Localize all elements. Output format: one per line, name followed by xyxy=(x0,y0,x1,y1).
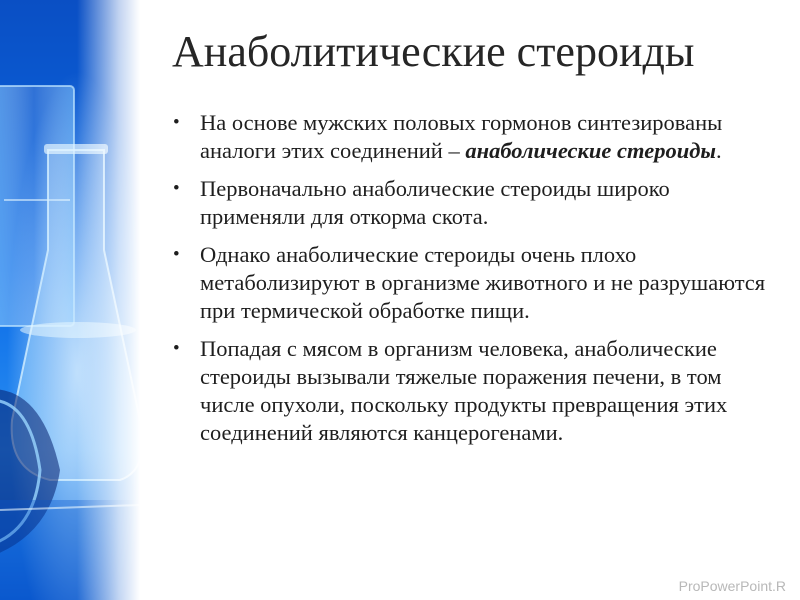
bullet-marker: • xyxy=(173,178,180,199)
bullet-marker: • xyxy=(173,338,180,359)
bullet-text: На основе мужских половых гормонов синтезированы аналоги этих соединений – xyxy=(200,110,723,163)
bullet-item xyxy=(172,241,772,325)
bullet-item xyxy=(172,109,772,165)
bullet-marker: • xyxy=(173,112,180,133)
bullet-marker: • xyxy=(173,244,180,265)
slide-title: Анаболитические стероиды xyxy=(172,27,695,76)
bullet-item xyxy=(172,335,772,447)
watermark: ProPowerPoint.R xyxy=(678,578,786,594)
bullet-suffix: . xyxy=(716,138,722,163)
bullet-item xyxy=(172,175,772,231)
bullet-text: Однако анаболические стероиды очень плохо метаболизируют в организме животного и не разрушаются при термической обработке пищи. xyxy=(200,242,766,323)
bullet-text: Первоначально анаболические стероиды широко применяли для откорма скота. xyxy=(200,176,670,229)
bullet-list xyxy=(172,109,772,457)
bullet-emphasis: анаболические стероиды xyxy=(465,138,716,163)
lab-glassware-image xyxy=(0,0,140,600)
bullet-text: Попадая с мясом в организм человека, анаболические стероиды вызывали тяжелые поражения печени, в том числе опухоли, поскольку продукты превращения этих соединений являются канцерогенами. xyxy=(200,336,728,445)
